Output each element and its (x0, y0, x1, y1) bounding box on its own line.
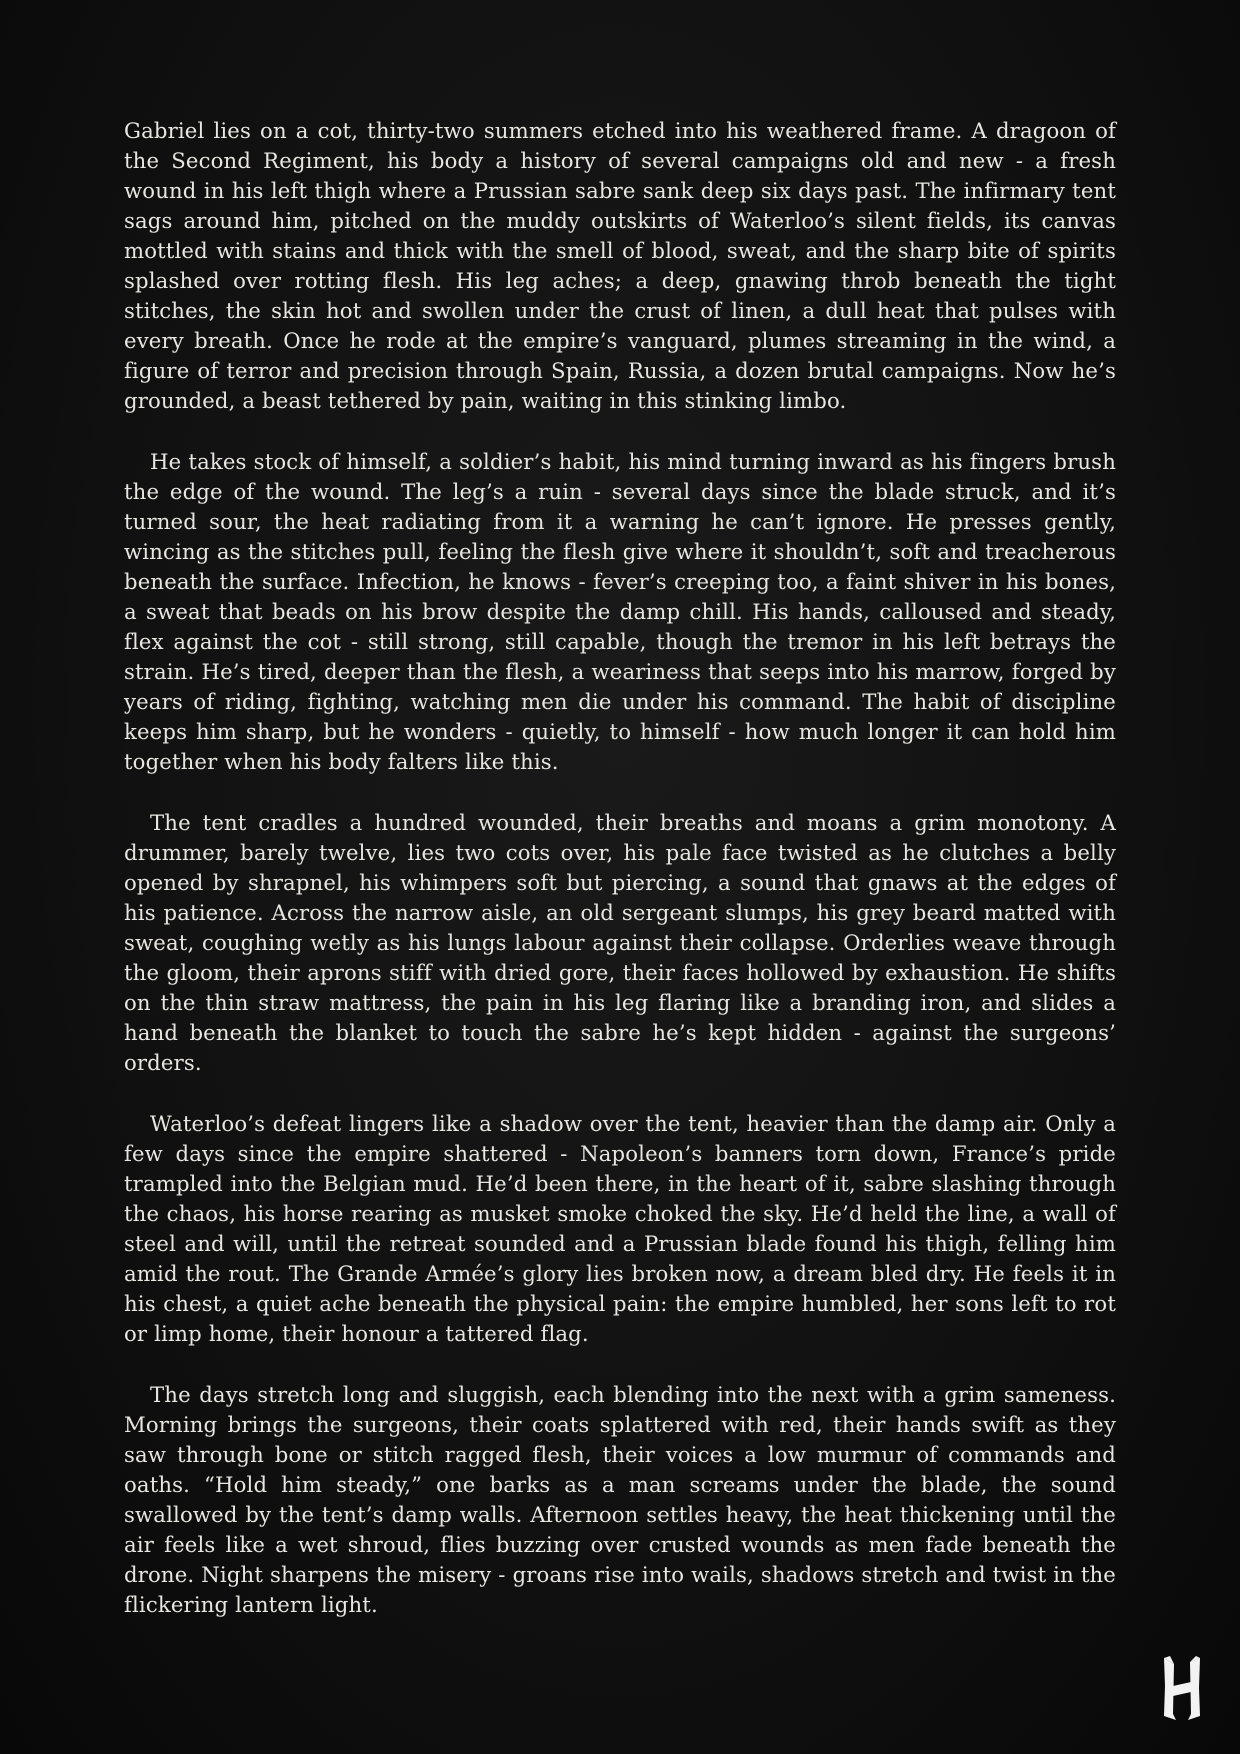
paragraph-4: Waterloo’s defeat lingers like a shadow over the tent, heavier than the damp air. Only a few days since the empire shattered - Napoleon’s banners torn down, France’s pride trampled into the Belgian mud. He’d been there, in the heart of it, sabre slashing through the chaos, his horse rearing as musket smoke choked the sky. He’d held the line, a wall of steel and will, until the retreat sounded and a Prussian blade found his thigh, felling him amid the rout. The Grande Armée’s glory lies broken now, a dream bled dry. He feels it in his chest, a quiet ache beneath the physical pain: the empire humbled, her sons left to rot or limp home, their honour a tattered flag. (124, 1111, 1116, 1346)
story-text (124, 116, 1116, 1651)
paragraph-5: The days stretch long and sluggish, each blending into the next with a grim sameness. Morning brings the surgeons, their coats splattered with red, their hands swift as they saw through bone or stitch ragged flesh, their voices a low murmur of commands and oaths. “Hold him steady,” one barks as a man screams under the blade, the sound swallowed by the tent’s damp walls. Afternoon settles heavy, the heat thickening until the air feels like a wet shroud, flies buzzing over crusted wounds as men fade beneath the drone. Night sharpens the misery - groans rise into wails, shadows stretch and twist in the flickering lantern light. (124, 1382, 1116, 1617)
paragraph-2: He takes stock of himself, a soldier’s habit, his mind turning inward as his fingers brush the edge of the wound. The leg’s a ruin - several days since the blade struck, and it’s turned sour, the heat radiating from it a warning he can’t ignore. He presses gently, wincing as the stitches pull, feeling the flesh give where it shouldn’t, soft and treacherous beneath the surface. Infection, he knows - fever’s creeping too, a faint shiver in his bones, a sweat that beads on his brow despite the damp chill. His hands, calloused and steady, flex against the cot - still strong, still capable, though the tremor in his left betrays the strain. He’s tired, deeper than the flesh, a weariness that seeps into his marrow, forged by years of riding, fighting, watching men die under his command. The habit of discipline keeps him sharp, but he wonders - quietly, to himself - how much longer it can hold him together when his body falters like this. (124, 449, 1116, 774)
gothic-h-logo-icon (1160, 1656, 1204, 1722)
paragraph-3: The tent cradles a hundred wounded, their breaths and moans a grim monotony. A drummer, barely twelve, lies two cots over, his pale face twisted as he clutches a belly opened by shrapnel, his whimpers soft but piercing, a sound that gnaws at the edges of his patience. Across the narrow aisle, an old sergeant slumps, his grey beard matted with sweat, coughing wetly as his lungs labour against their collapse. Orderlies weave through the gloom, their aprons stiff with dried gore, their faces hollowed by exhaustion. He shifts on the thin straw mattress, the pain in his leg flaring like a branding iron, and slides a hand beneath the blanket to touch the sabre he’s kept hidden - against the surgeons’ orders. (124, 810, 1116, 1075)
paragraph-1: Gabriel lies on a cot, thirty-two summers etched into his weathered frame. A dragoon of the Second Regiment, his body a history of several campaigns old and new - a fresh wound in his left thigh where a Prussian sabre sank deep six days past. The infirmary tent sags around him, pitched on the muddy outskirts of Waterloo’s silent fields, its canvas mottled with stains and thick with the smell of blood, sweat, and the sharp bite of spirits splashed over rotting flesh. His leg aches; a deep, gnawing throb beneath the tight stitches, the skin hot and swollen under the crust of linen, a dull heat that pulses with every breath. Once he rode at the empire’s vanguard, plumes streaming in the wind, a figure of terror and precision through Spain, Russia, a dozen brutal campaigns. Now he’s grounded, a beast tethered by pain, waiting in this stinking limbo. (124, 118, 1116, 413)
